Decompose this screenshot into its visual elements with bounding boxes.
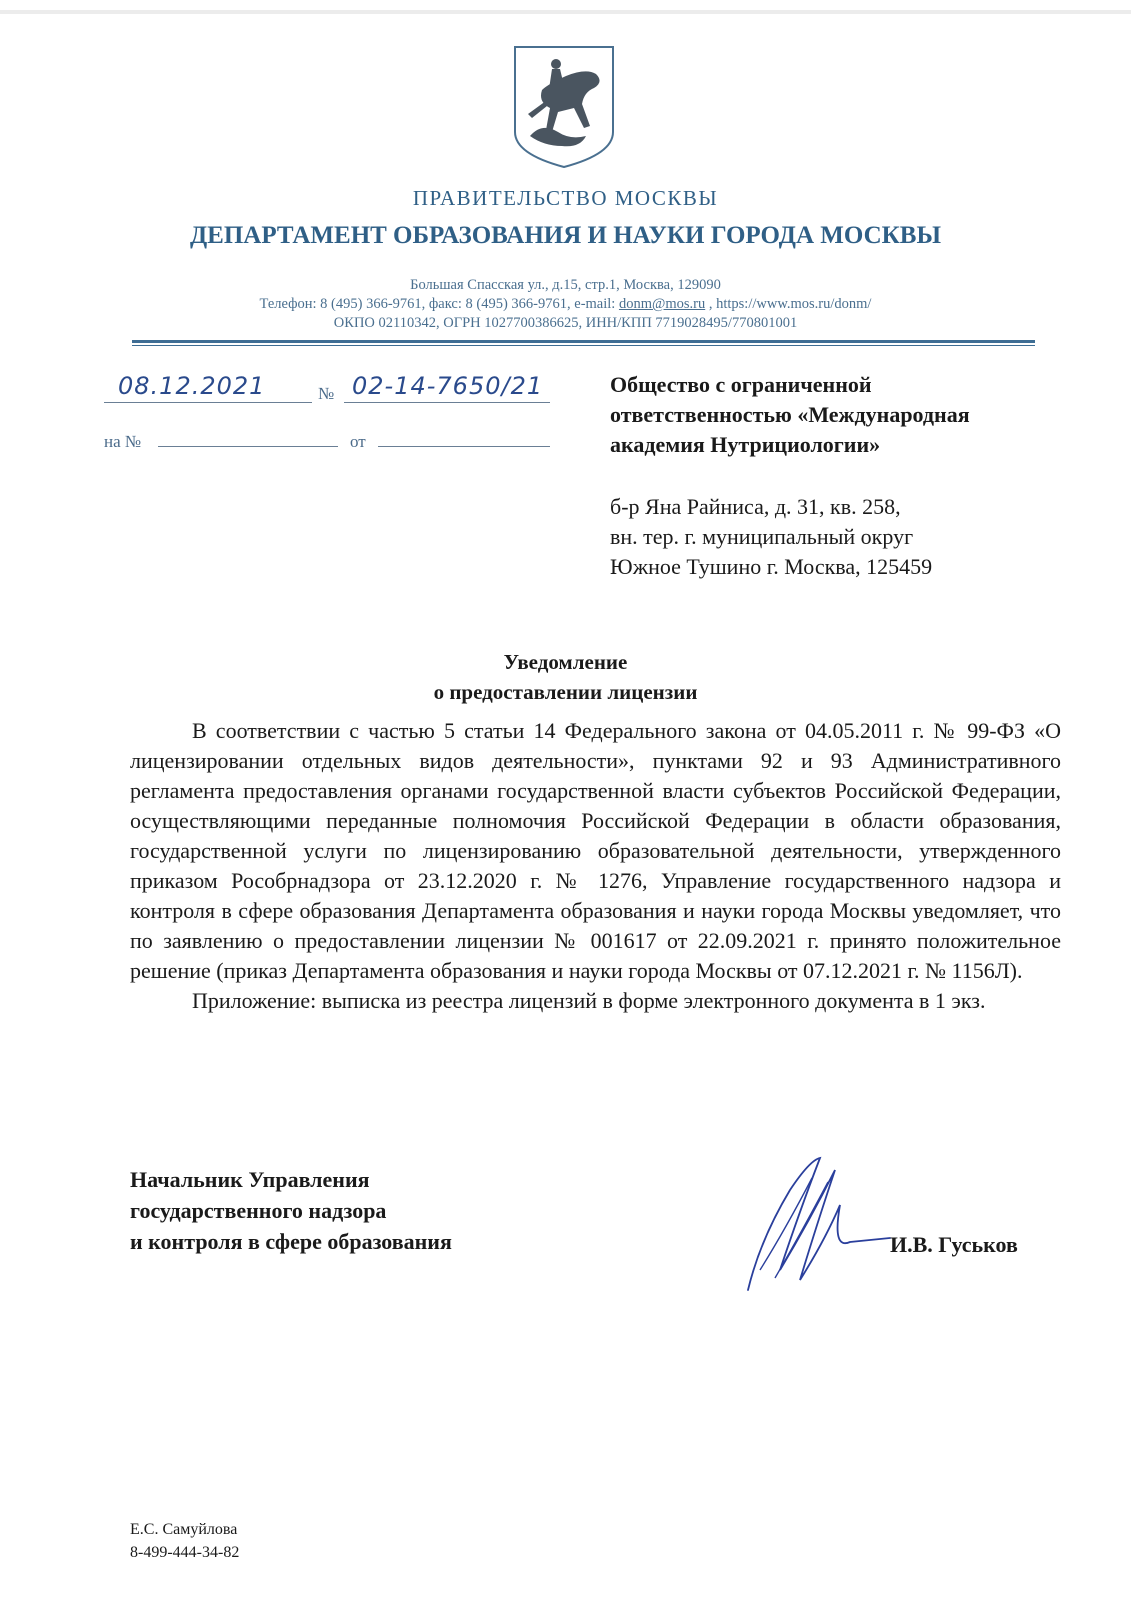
signatory-position-line: и контроля в сфере образования <box>130 1229 452 1254</box>
executor-phone: 8-499-444-34-82 <box>130 1544 240 1561</box>
ref-date-underline <box>378 446 550 447</box>
ref-number-label: на № <box>104 432 142 451</box>
recipient-name-line: ответственностью «Международная <box>610 402 970 427</box>
recipient-address-line: б-р Яна Райниса, д. 31, кв. 258, <box>610 494 901 519</box>
handwritten-signature-icon <box>740 1150 900 1300</box>
website-link[interactable]: , https://www.mos.ru/donm/ <box>705 296 872 312</box>
contact-line <box>0 295 1131 314</box>
recipient-address-line: вн. тер. г. муниципальный округ <box>610 524 914 549</box>
government-name: ПРАВИТЕЛЬСТВО МОСКВЫ <box>412 186 719 210</box>
signatory-position <box>130 1164 580 1257</box>
recipient-address-line: Южное Тушино г. Москва, 125459 <box>610 554 933 579</box>
document-title-line: Уведомление <box>503 650 628 674</box>
signatory-position-line: государственного надзора <box>130 1198 387 1223</box>
outgoing-number: 02-14-7650/21 <box>352 372 544 400</box>
signatory-position-line: Начальник Управления <box>130 1167 370 1192</box>
number-label: № <box>318 384 335 403</box>
email-link[interactable]: donm@mos.ru <box>618 296 706 312</box>
date-underline <box>104 402 312 403</box>
document-body <box>130 716 1061 1016</box>
body-paragraph: В соответствии с частью 5 статьи 14 Федерального закона от 04.05.2011 г. № 99-ФЗ «О лицензировании отдельных видов деятельности», пунктами 92 и 93 Административного регламента предоставления органами государственной власти субъектов Российской Федерации, осуществляющими переданные полномочия Российской Федерации в области образования, государственной услуги по лицензированию образовательной деятельности, утвержденного приказом Рособрнадзора от 23.12.2020 г. № 1276, Управление государственного надзора и контроля в сфере образования Департамента образования и науки города Москвы уведомляет, что по заявлению о предоставлении лицензии № 001617 от 22.09.2021 г. принято положительное решение (приказ Департамента образования и науки города Москвы от 07.12.2021 г. № 1156Л). <box>130 718 1061 983</box>
recipient-address <box>610 492 1080 582</box>
moscow-emblem-icon <box>512 44 616 170</box>
ref-date-label: от <box>350 432 366 451</box>
department-contacts <box>0 276 1131 333</box>
attachment-paragraph: Приложение: выписка из реестра лицензий в форме электронного документа в 1 экз. <box>192 988 986 1013</box>
executor-info <box>130 1518 239 1564</box>
document-title <box>0 647 1131 707</box>
recipient-name-line: академия Нутрициологии» <box>610 432 881 457</box>
department-address: Большая Спасская ул., д.15, стр.1, Москва, 129090 <box>410 277 721 293</box>
document-title-line: о предоставлении лицензии <box>433 680 698 704</box>
header-divider <box>132 340 1035 343</box>
recipient-name <box>610 370 1080 460</box>
outgoing-date: 08.12.2021 <box>118 372 266 400</box>
registration-codes: ОКПО 02110342, ОГРН 1027700386625, ИНН/КПП 7719028495/770801001 <box>333 315 798 331</box>
recipient-name-line: Общество с ограниченной <box>610 372 872 397</box>
signatory-name: И.В. Гуськов <box>890 1232 1018 1257</box>
executor-name: Е.С. Самуйлова <box>130 1521 238 1538</box>
department-name: ДЕПАРТАМЕНТ ОБРАЗОВАНИЯ И НАУКИ ГОРОДА МОСКВЫ <box>189 222 942 249</box>
number-underline <box>344 402 550 403</box>
contacts-prefix: Телефон: 8 (495) 366-9761, факс: 8 (495) 366-9761, e-mail: <box>259 296 619 312</box>
scan-edge <box>0 10 1131 14</box>
ref-number-underline <box>158 446 338 447</box>
header-divider-thin <box>132 345 1035 346</box>
